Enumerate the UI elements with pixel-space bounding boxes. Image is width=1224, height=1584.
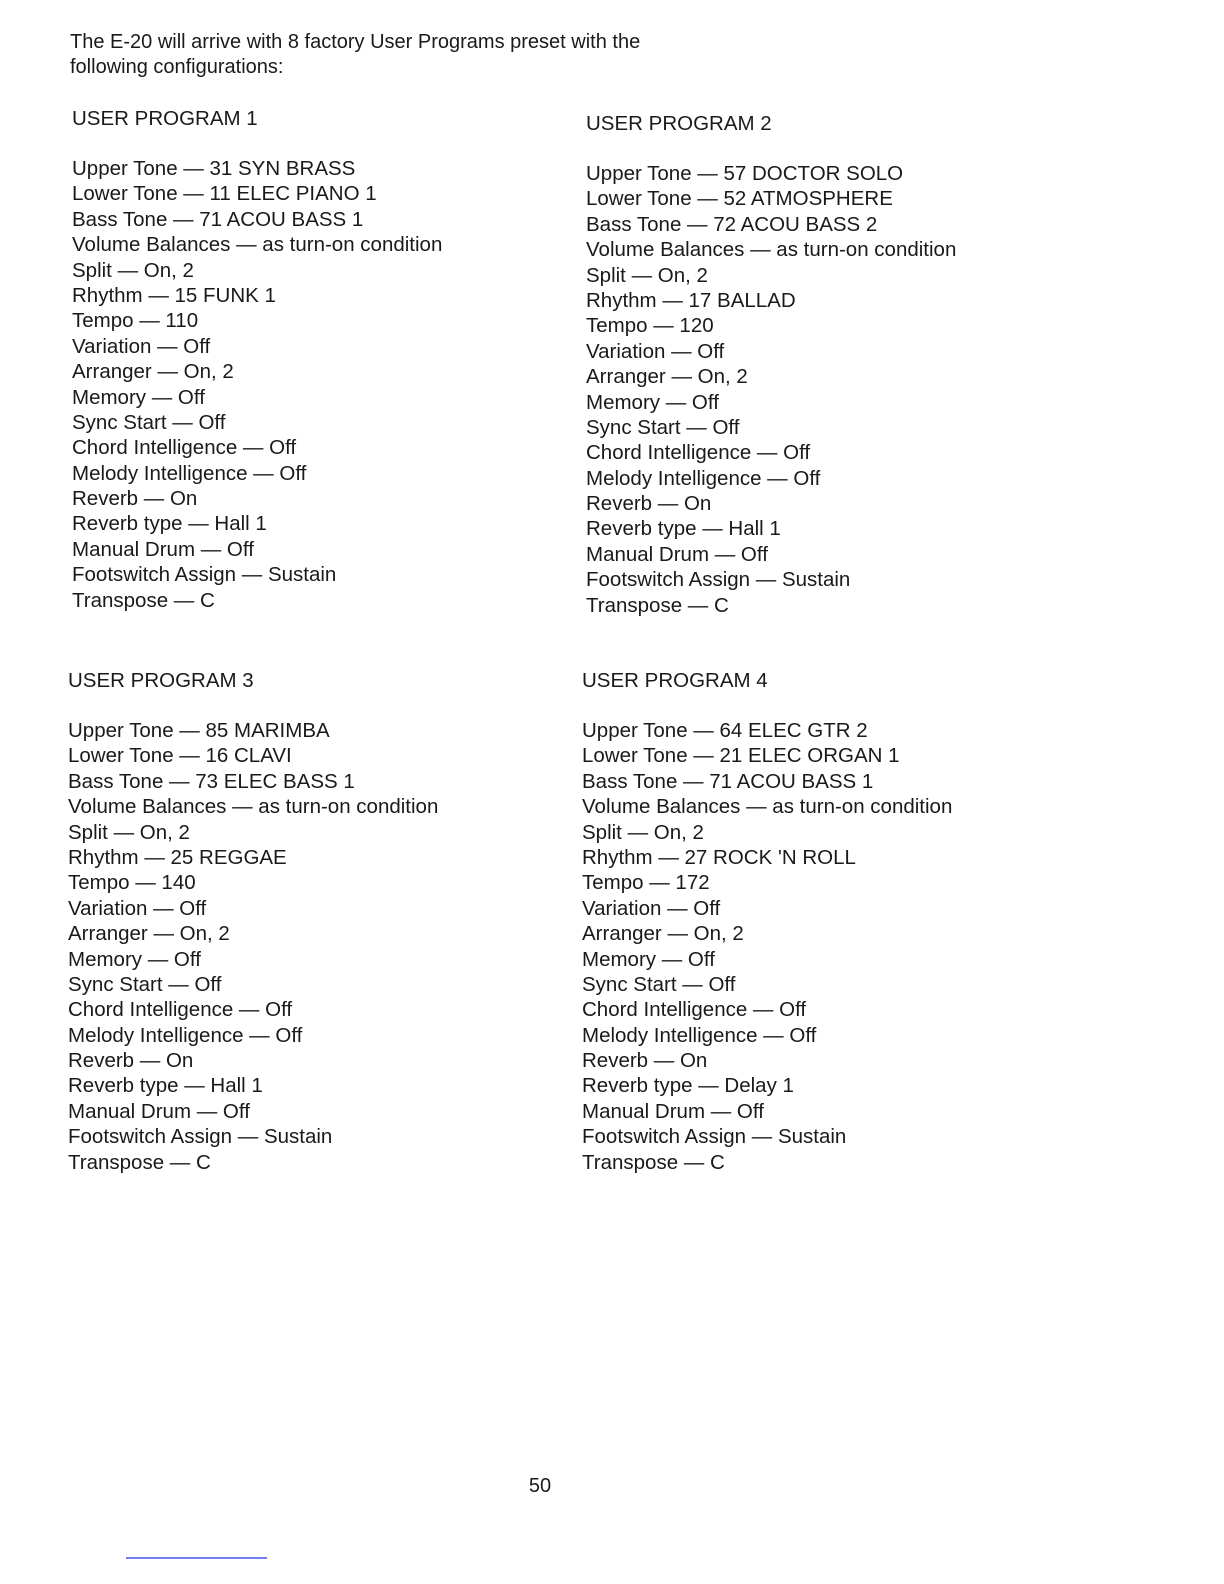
user-program-4 (582, 668, 1042, 1175)
setting-line: Upper Tone — 57 DOCTOR SOLO (586, 162, 904, 185)
setting-line: Lower Tone — 11 ELEC PIANO 1 (72, 182, 377, 206)
intro-line-1: The E-20 will arrive with 8 factory User Programs preset with the (70, 31, 641, 53)
setting-line: Memory — Off (68, 947, 201, 971)
setting-line: Bass Tone — 72 ACOU BASS 2 (586, 212, 878, 236)
setting-line: Melody Intelligence — Off (582, 1023, 817, 1047)
page-number: 50 (528, 1475, 552, 1497)
setting-line: Tempo — 120 (586, 314, 714, 338)
setting-line: Footswitch Assign — Sustain (586, 568, 851, 592)
intro-paragraph (70, 30, 790, 80)
setting-line: Chord Intelligence — Off (68, 998, 293, 1022)
setting-line: Manual Drum — Off (68, 1099, 250, 1123)
setting-line: Manual Drum — Off (582, 1099, 764, 1123)
setting-line: Reverb — On (586, 492, 712, 516)
setting-line: Split — On, 2 (72, 258, 194, 282)
setting-line: Sync Start — Off (582, 972, 736, 996)
setting-line: Upper Tone — 85 MARIMBA (68, 719, 330, 742)
setting-line: Bass Tone — 73 ELEC BASS 1 (68, 769, 355, 793)
setting-line: Volume Balances — as turn-on condition (582, 795, 953, 819)
setting-line: Chord Intelligence — Off (72, 436, 297, 460)
setting-line: Split — On, 2 (586, 263, 708, 287)
setting-line: Split — On, 2 (582, 820, 704, 844)
setting-line: Upper Tone — 64 ELEC GTR 2 (582, 719, 868, 742)
program-title: USER PROGRAM 3 (68, 669, 254, 692)
setting-line: Chord Intelligence — Off (586, 441, 811, 465)
setting-line: Tempo — 110 (72, 309, 199, 333)
setting-line: Reverb — On (582, 1049, 708, 1073)
setting-line: Memory — Off (586, 390, 719, 414)
setting-line: Variation — Off (582, 896, 721, 920)
user-program-3 (68, 668, 528, 1175)
setting-line: Footswitch Assign — Sustain (72, 563, 337, 587)
user-program-2 (586, 111, 1046, 618)
setting-line: Reverb type — Hall 1 (72, 512, 267, 536)
setting-line: Melody Intelligence — Off (586, 466, 821, 490)
setting-line: Arranger — On, 2 (586, 365, 748, 389)
setting-line: Melody Intelligence — Off (68, 1023, 303, 1047)
setting-line: Footswitch Assign — Sustain (582, 1125, 847, 1149)
setting-line: Reverb — On (72, 487, 198, 511)
footer-rule (126, 1557, 267, 1559)
setting-line: Rhythm — 15 FUNK 1 (72, 283, 276, 307)
user-program-1 (72, 106, 532, 613)
setting-line: Manual Drum — Off (586, 542, 768, 566)
setting-line: Chord Intelligence — Off (582, 998, 807, 1022)
setting-line: Variation — Off (72, 334, 211, 358)
setting-line: Manual Drum — Off (72, 537, 254, 561)
setting-line: Volume Balances — as turn-on condition (68, 795, 439, 819)
setting-line: Variation — Off (586, 339, 725, 363)
setting-line: Melody Intelligence — Off (72, 461, 307, 485)
setting-line: Bass Tone — 71 ACOU BASS 1 (582, 769, 874, 793)
setting-line: Bass Tone — 71 ACOU BASS 1 (72, 207, 364, 231)
setting-line: Upper Tone — 31 SYN BRASS (72, 157, 356, 180)
setting-line: Tempo — 172 (582, 871, 710, 895)
setting-line: Split — On, 2 (68, 820, 190, 844)
setting-line: Transpose — C (586, 593, 729, 617)
setting-line: Lower Tone — 52 ATMOSPHERE (586, 187, 893, 211)
setting-line: Footswitch Assign — Sustain (68, 1125, 333, 1149)
program-title: USER PROGRAM 1 (72, 107, 258, 130)
setting-line: Rhythm — 25 REGGAE (68, 845, 287, 869)
program-title: USER PROGRAM 2 (586, 112, 772, 135)
setting-line: Rhythm — 27 ROCK 'N ROLL (582, 845, 856, 869)
setting-line: Memory — Off (72, 385, 205, 409)
setting-line: Reverb type — Delay 1 (582, 1074, 794, 1098)
setting-line: Tempo — 140 (68, 871, 196, 895)
setting-line: Arranger — On, 2 (72, 360, 234, 384)
setting-line: Sync Start — Off (72, 410, 226, 434)
setting-line: Lower Tone — 16 CLAVI (68, 744, 292, 768)
program-title: USER PROGRAM 4 (582, 669, 768, 692)
setting-line: Reverb type — Hall 1 (586, 517, 781, 541)
setting-line: Volume Balances — as turn-on condition (72, 233, 443, 257)
intro-line-2: following configurations: (70, 56, 284, 78)
setting-line: Variation — Off (68, 896, 207, 920)
setting-line: Reverb type — Hall 1 (68, 1074, 263, 1098)
setting-line: Transpose — C (582, 1150, 725, 1174)
setting-line: Lower Tone — 21 ELEC ORGAN 1 (582, 744, 900, 768)
setting-line: Rhythm — 17 BALLAD (586, 288, 796, 312)
setting-line: Arranger — On, 2 (68, 922, 230, 946)
setting-line: Arranger — On, 2 (582, 922, 744, 946)
setting-line: Transpose — C (68, 1150, 211, 1174)
setting-line: Memory — Off (582, 947, 715, 971)
setting-line: Sync Start — Off (586, 415, 740, 439)
setting-line: Transpose — C (72, 588, 215, 612)
setting-line: Volume Balances — as turn-on condition (586, 238, 957, 262)
setting-line: Reverb — On (68, 1049, 194, 1073)
setting-line: Sync Start — Off (68, 972, 222, 996)
